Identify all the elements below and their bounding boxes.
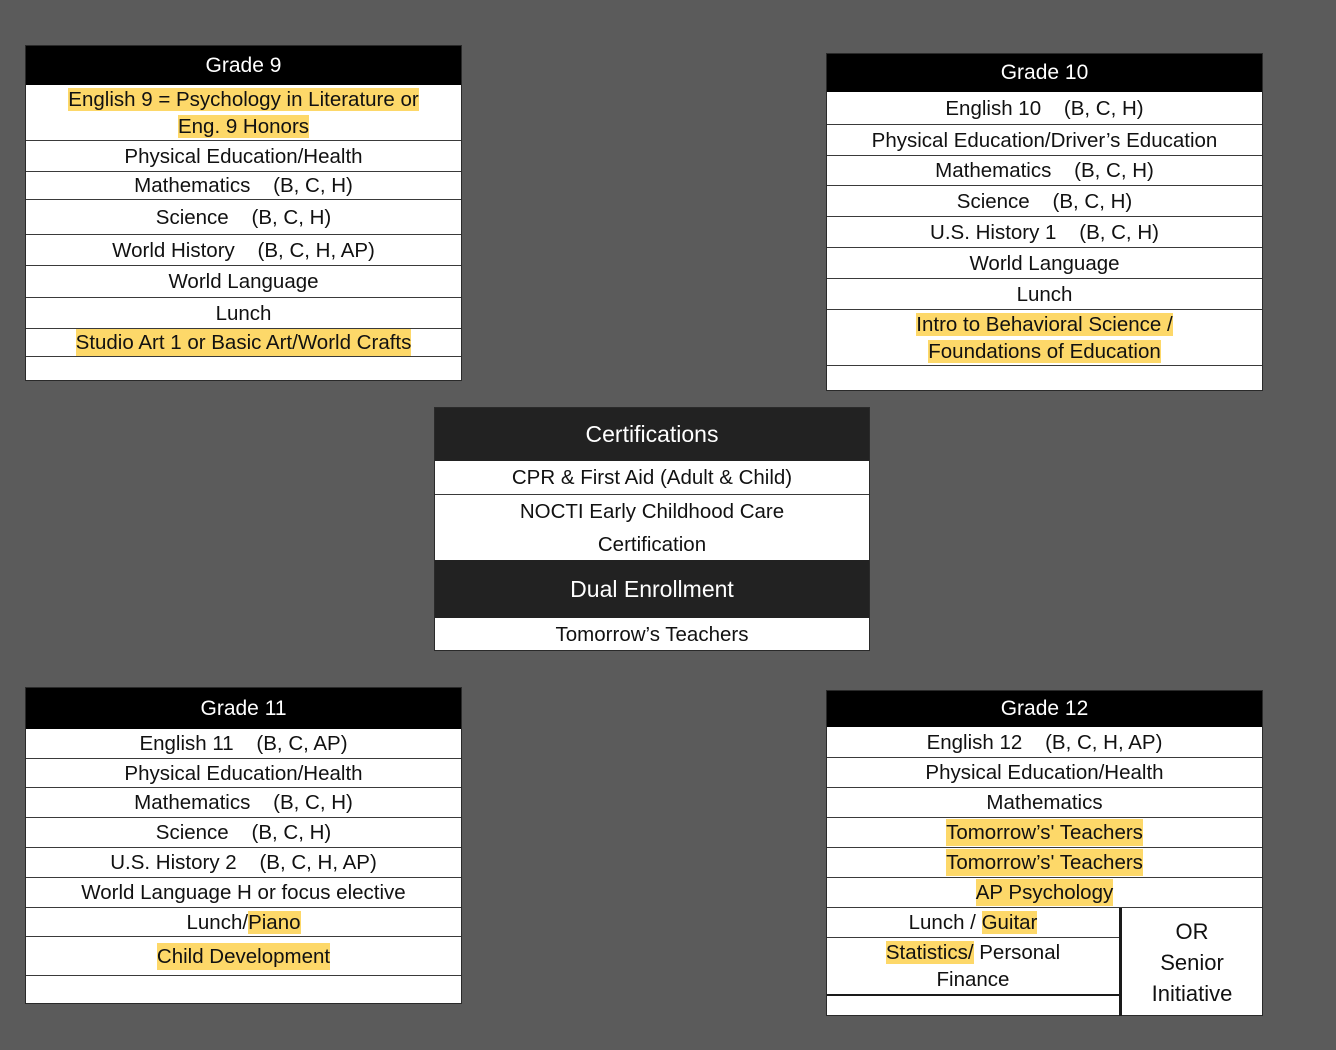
grade-11-row-english: English 11 (B, C, AP) (139, 732, 348, 755)
grade-9-header: Grade 9 (26, 46, 461, 85)
cert-row-cpr: CPR & First Aid (Adult & Child) (511, 466, 793, 489)
grade-10-row-lunch: Lunch (827, 278, 1262, 309)
grade-11-card (25, 687, 462, 1004)
grade-10-card (826, 53, 1263, 391)
grade-11-row-math: Mathematics (B, C, H) (26, 787, 461, 817)
grade-12-row-statistics: Statistics/ Personal Finance (827, 937, 1119, 994)
grade-10-row-pe: Physical Education/Driver’s Education (827, 124, 1262, 155)
grade-9-row-lunch: Lunch (26, 297, 461, 328)
grade-12-row-ap-psych: AP Psychology (827, 877, 1262, 907)
grade-11-row-empty (26, 975, 461, 1003)
grade-11-row-language: World Language H or focus elective (26, 877, 461, 907)
grade-11-row-science: Science (B, C, H) (26, 817, 461, 847)
grade-10-row-history: U.S. History 1 (B, C, H) (827, 216, 1262, 247)
grade-10-row-empty (827, 365, 1262, 391)
grade-10-row-math: Mathematics (B, C, H) (827, 155, 1262, 185)
grade-11-row-history: U.S. History 2 (B, C, H, AP) (26, 847, 461, 877)
grade-10-header: Grade 10 (827, 54, 1262, 92)
grade-9-row-english: English 9 = Psychology in Literature or Eng. 9 Honors (68, 87, 419, 138)
grade-12-senior-initiative: OR Senior Initiative (1119, 908, 1262, 1016)
grade-12-split (827, 907, 1262, 1016)
grade-9-row-empty (26, 356, 461, 380)
grade-9-card (25, 45, 462, 381)
grade-10-row-elective: Intro to Behavioral Science / Foundations of Education (827, 309, 1262, 365)
grade-12-split-left (827, 908, 1119, 1016)
grade-12-row-pe: Physical Education/Health (827, 757, 1262, 787)
grade-9-row-pe: Physical Education/Health (26, 140, 461, 171)
grade-10-row-english: English 10 (B, C, H) (945, 96, 1144, 120)
grade-9-row-history: World History (B, C, H, AP) (26, 234, 461, 265)
grade-9-row-art: Studio Art 1 or Basic Art/World Crafts (26, 328, 461, 356)
grade-12-row-empty (827, 994, 1119, 1016)
grade-10-row-language: World Language (827, 247, 1262, 278)
grade-11-row-lunch: Lunch/Piano (26, 907, 461, 936)
grade-9-row-science: Science (B, C, H) (26, 199, 461, 234)
certifications-header: Certifications (435, 408, 869, 461)
cert-row-nocti: NOCTI Early Childhood Care Certification (435, 494, 869, 560)
grade-12-row-teachers-1: Tomorrow’s' Teachers (827, 817, 1262, 847)
grade-9-row-language: World Language (26, 265, 461, 297)
grade-12-row-english: English 12 (B, C, H, AP) (926, 730, 1163, 754)
grade-12-header: Grade 12 (827, 691, 1262, 727)
grade-12-row-math: Mathematics (827, 787, 1262, 817)
grade-12-row-lunch: Lunch / Guitar (908, 911, 1038, 934)
grade-10-row-science: Science (B, C, H) (827, 185, 1262, 216)
dual-row-teachers: Tomorrow’s Teachers (555, 622, 749, 646)
grade-11-header: Grade 11 (26, 688, 461, 729)
grade-9-row-math: Mathematics (B, C, H) (26, 171, 461, 199)
grade-12-card (826, 690, 1263, 1016)
certifications-card (434, 407, 870, 651)
grade-11-row-child-dev: Child Development (26, 936, 461, 975)
grade-11-row-pe: Physical Education/Health (26, 758, 461, 787)
grade-12-row-teachers-2: Tomorrow’s' Teachers (827, 847, 1262, 877)
dual-enrollment-header: Dual Enrollment (435, 560, 869, 618)
